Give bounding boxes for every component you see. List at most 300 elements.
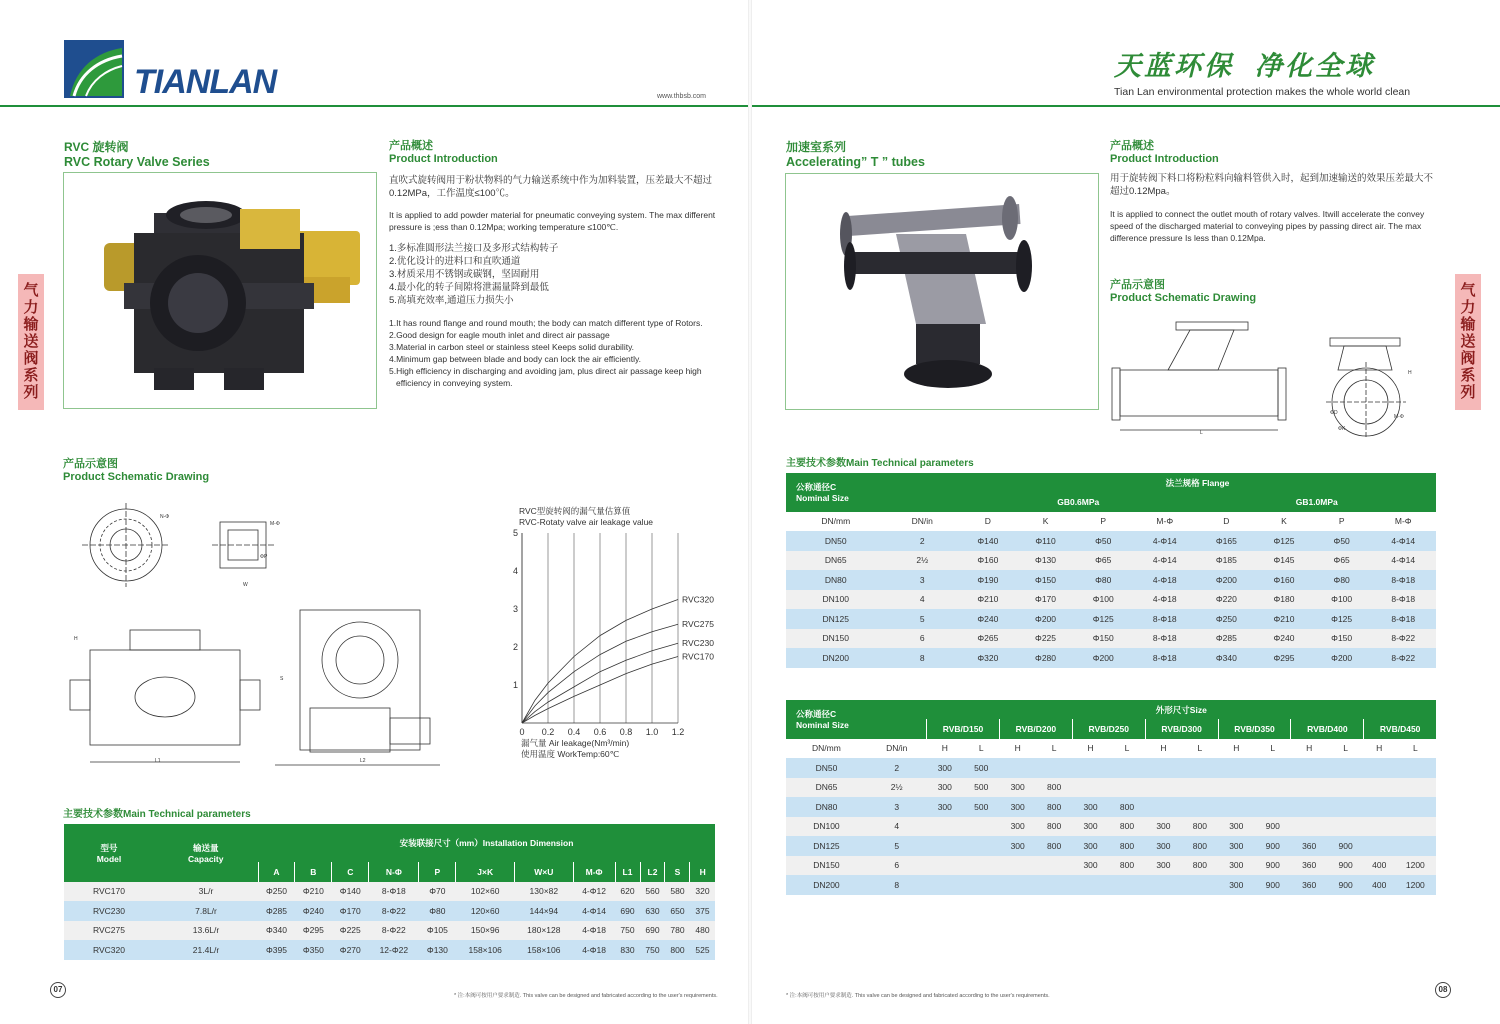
table-cell: 4-Φ18 [1132, 570, 1197, 590]
table-cell [1109, 778, 1145, 798]
table-cell: Φ100 [1313, 590, 1371, 610]
table-cell: 900 [1327, 856, 1363, 876]
left-features-en [389, 317, 739, 389]
table-cell: 130×82 [515, 882, 574, 902]
table-cell: Φ145 [1255, 551, 1313, 571]
page-fold [748, 0, 752, 1024]
table-cell [927, 875, 963, 895]
table-cell: 900 [1327, 836, 1363, 856]
table-cell [1255, 778, 1291, 798]
table-cell: Φ220 [1197, 590, 1255, 610]
table-cell: Φ105 [419, 921, 456, 941]
right-schematic-en-heading: Product Schematic Drawing [1110, 292, 1257, 304]
table-cell: Φ200 [1197, 570, 1255, 590]
table-cell: DN50 [786, 531, 886, 551]
table-cell [963, 817, 999, 837]
table-cell: 300 [1145, 836, 1181, 856]
chart-x-tick: 0.2 [541, 727, 555, 737]
table-cell [1072, 758, 1108, 778]
chart-x-tick: 0 [519, 727, 525, 737]
table-row [786, 609, 1436, 629]
table-cell: 300 [1218, 856, 1254, 876]
table-cell: 780 [665, 921, 690, 941]
table-cell [1182, 875, 1218, 895]
table-cell: DN150 [786, 629, 886, 649]
svg-text:N-Φ: N-Φ [160, 514, 170, 520]
right-title-cn: 加速室系列 [786, 140, 847, 154]
table-cell: Φ150 [1313, 629, 1371, 649]
table-col-header: K [1255, 512, 1313, 532]
table-cell: Φ225 [1017, 629, 1075, 649]
table-cell: Φ225 [332, 921, 369, 941]
svg-text:W: W [243, 582, 248, 588]
svg-text:ΦP: ΦP [260, 554, 268, 560]
table-cell: 800 [665, 940, 690, 960]
table-cell: 300 [1072, 836, 1108, 856]
left-footnote: * 注:本阀可按用户要求制造. This valve can be designed and fabricated according to the user's requirements. [454, 993, 718, 999]
feature-cn: 1.多标准圆形法兰接口及多形式结构转子 [389, 243, 559, 254]
table-row [786, 875, 1436, 895]
table-col-header: J×K [456, 862, 515, 882]
table-cell [1182, 797, 1218, 817]
table-col-header: L [1109, 739, 1145, 759]
table-cell: 300 [1145, 856, 1181, 876]
svg-text:L: L [1200, 430, 1203, 436]
table-cell: 102×60 [456, 882, 515, 902]
table-cell: 6 [886, 629, 959, 649]
table-cell: 8-Φ18 [1371, 590, 1437, 610]
table-cell: 8-Φ18 [1371, 609, 1437, 629]
table-col-header: DN/mm [786, 739, 867, 759]
side-tab-right: 气力输送阀系列 [1455, 274, 1481, 410]
table-cell: 1200 [1395, 856, 1436, 876]
table-col-header: H [1364, 739, 1395, 759]
table-cell: 320 [690, 882, 715, 902]
table-cell: 650 [665, 901, 690, 921]
flange-spec-header: 法兰规格 Flange [959, 473, 1436, 492]
table-col-header: M-Φ [1371, 512, 1437, 532]
table-cell [1327, 758, 1363, 778]
table-cell: Φ165 [1197, 531, 1255, 551]
table-cell [1218, 778, 1254, 798]
table-col-header: M-Φ [1132, 512, 1197, 532]
table-cell: 2 [886, 531, 959, 551]
table-col-header: H [1218, 739, 1254, 759]
table-row [786, 551, 1436, 571]
table-cell: DN50 [786, 758, 867, 778]
table-col-header: S [665, 862, 690, 882]
table-cell: Φ70 [419, 882, 456, 902]
table-cell [927, 856, 963, 876]
table-cell: Φ285 [1197, 629, 1255, 649]
table-cell: Φ210 [959, 590, 1017, 610]
table-col-header: L [1395, 739, 1436, 759]
table-cell: Φ125 [1074, 609, 1132, 629]
table-cell: Φ150 [1074, 629, 1132, 649]
table-cell: Φ110 [1017, 531, 1075, 551]
table-cell: 144×94 [515, 901, 574, 921]
table-cell: 800 [1036, 836, 1072, 856]
table-col-header: L [1036, 739, 1072, 759]
rotary-valve-photo [63, 172, 377, 409]
table-row [786, 629, 1436, 649]
t-tube-drawing [1108, 318, 1448, 438]
svg-text:L1: L1 [155, 758, 161, 764]
table-cell: Φ200 [1017, 609, 1075, 629]
chart-series-label: RVC170 [682, 651, 714, 662]
table-col-header: L [1327, 739, 1363, 759]
table-cell: Φ180 [1255, 590, 1313, 610]
table-cell [1036, 875, 1072, 895]
table-col-header: H [1145, 739, 1181, 759]
table-cell [1036, 856, 1072, 876]
table-cell: Φ185 [1197, 551, 1255, 571]
table-cell: Φ250 [1197, 609, 1255, 629]
table-cell [1109, 875, 1145, 895]
flange-gb06-header: GB0.6MPa [959, 492, 1197, 512]
table-cell: 5 [886, 609, 959, 629]
table-cell: Φ65 [1313, 551, 1371, 571]
feature-en: efficiency in conveying system. [396, 378, 513, 388]
table-cell: 630 [640, 901, 665, 921]
t-tube-photo [785, 173, 1099, 410]
table-cell: 375 [690, 901, 715, 921]
table-row [786, 531, 1436, 551]
flange-nominal-header: 公称通径C Nominal Size [786, 473, 959, 512]
table-cell: 300 [999, 797, 1035, 817]
svg-text:M-Φ: M-Φ [270, 521, 280, 527]
size-table [786, 700, 1436, 895]
table-cell: 300 [999, 817, 1035, 837]
table-col-header: B [295, 862, 332, 882]
table-col-header: DN/mm [786, 512, 886, 532]
table-cell [1364, 778, 1395, 798]
table-cell: Φ340 [1197, 648, 1255, 668]
left-intro-en-heading: Product Introduction [389, 153, 498, 165]
table-cell [1109, 758, 1145, 778]
table-cell: Φ350 [295, 940, 332, 960]
table-cell: DN65 [786, 778, 867, 798]
rotary-valve-image [64, 173, 376, 408]
table-cell: 4-Φ14 [1371, 551, 1437, 571]
table-cell [1327, 797, 1363, 817]
table-cell: 300 [927, 797, 963, 817]
svg-text:ΦK: ΦK [1338, 426, 1346, 432]
table-cell: 5 [867, 836, 927, 856]
table-cell: 4-Φ14 [1132, 551, 1197, 571]
table-cell: Φ340 [258, 921, 295, 941]
t-tube-image [786, 174, 1098, 409]
side-tab-left: 气力输送阀系列 [18, 274, 44, 410]
table-cell: 360 [1291, 856, 1327, 876]
table-cell: Φ240 [1255, 629, 1313, 649]
feature-cn: 5.高填充效率,通道压力损失小 [389, 295, 514, 306]
table-cell: 500 [963, 758, 999, 778]
table-cell [1145, 778, 1181, 798]
table-cell: RVC170 [64, 882, 154, 902]
chart-y-tick: 4 [512, 566, 518, 576]
table-cell: 8-Φ18 [1132, 629, 1197, 649]
table-cell: Φ50 [1074, 531, 1132, 551]
table-row [786, 797, 1436, 817]
table-cell: 150×96 [456, 921, 515, 941]
right-params-heading: 主要技术参数Main Technical parameters [786, 458, 974, 469]
table-cell: RVC320 [64, 940, 154, 960]
slogan-en: Tian Lan environmental protection makes the whole world clean [1114, 86, 1411, 98]
left-params-heading: 主要技术参数Main Technical parameters [63, 809, 251, 820]
table-cell: 750 [615, 921, 640, 941]
table-header-model: 型号 Model [64, 824, 154, 882]
table-cell [1255, 758, 1291, 778]
size-header: 外形尺寸Size [927, 700, 1436, 719]
table-cell: 8-Φ22 [1371, 648, 1437, 668]
table-cell: 300 [1145, 817, 1181, 837]
table-cell: Φ130 [1017, 551, 1075, 571]
table-col-header: DN/in [886, 512, 959, 532]
chart-x-tick: 0.4 [567, 727, 581, 737]
table-cell [1072, 778, 1108, 798]
chart-y-tick: 2 [512, 642, 518, 652]
chart-series-label: RVC275 [682, 619, 714, 630]
table-cell [1291, 797, 1327, 817]
table-cell [927, 817, 963, 837]
table-cell: 8-Φ22 [369, 901, 419, 921]
table-cell: 480 [690, 921, 715, 941]
table-cell [1364, 817, 1395, 837]
left-intro-cn-heading: 产品概述 [389, 140, 433, 152]
size-group-header: RVB/D350 [1218, 719, 1291, 739]
table-cell [1327, 778, 1363, 798]
table-cell [1072, 875, 1108, 895]
table-cell: Φ160 [1255, 570, 1313, 590]
table-cell: Φ295 [1255, 648, 1313, 668]
table-row [786, 570, 1436, 590]
table-cell: 900 [1255, 817, 1291, 837]
table-cell: 2 [867, 758, 927, 778]
table-cell: DN125 [786, 609, 886, 629]
table-col-header: N-Φ [369, 862, 419, 882]
flange-table [786, 473, 1436, 668]
table-cell: 8-Φ22 [369, 921, 419, 941]
table-cell [1255, 797, 1291, 817]
table-cell [1145, 758, 1181, 778]
table-cell: 900 [1255, 856, 1291, 876]
table-cell: Φ150 [1017, 570, 1075, 590]
table-cell: DN65 [786, 551, 886, 571]
table-cell: Φ80 [1074, 570, 1132, 590]
table-row [64, 901, 715, 921]
page-number-left: 07 [50, 982, 66, 998]
table-cell: Φ190 [959, 570, 1017, 590]
chart-x-tick: 1.0 [645, 727, 659, 737]
header-rule-left [0, 105, 748, 107]
table-cell [1395, 817, 1436, 837]
table-cell: 800 [1182, 836, 1218, 856]
table-cell: 4-Φ14 [1371, 531, 1437, 551]
table-cell [963, 856, 999, 876]
size-nominal-header: 公称通径C Nominal Size [786, 700, 927, 739]
table-col-header: L1 [615, 862, 640, 882]
size-group-header: RVB/D300 [1145, 719, 1218, 739]
table-col-header: W×U [515, 862, 574, 882]
feature-en: 1.It has round flange and round mouth; the body can match different type of Rotors. [389, 318, 703, 328]
table-cell: Φ285 [258, 901, 295, 921]
table-cell: 158×106 [456, 940, 515, 960]
website: www.thbsb.com [657, 93, 707, 100]
svg-text:ΦD: ΦD [1330, 410, 1338, 416]
table-cell: 4-Φ18 [1132, 590, 1197, 610]
right-intro-cn: 用于旋转阀下料口将粉粒料向输料管供入时，起到加速输送的效果压差最大不超过0.12Mpa。 [1110, 173, 1434, 197]
table-cell: 7.8L/r [154, 901, 258, 921]
table-cell: 300 [999, 778, 1035, 798]
table-cell: Φ160 [959, 551, 1017, 571]
table-cell: 800 [1109, 817, 1145, 837]
right-intro-en: It is applied to connect the outlet mouth of rotary valves. Itwill accelerate the convey speed of the discharged material to conveying pipes by passing direct air. The max difference pressure Is less than 0.12Mpa. [1110, 209, 1425, 243]
table-cell: 400 [1364, 856, 1395, 876]
table-cell: DN125 [786, 836, 867, 856]
table-cell: 8-Φ22 [1371, 629, 1437, 649]
table-cell: Φ65 [1074, 551, 1132, 571]
table-cell: 300 [1218, 875, 1254, 895]
table-cell: 620 [615, 882, 640, 902]
table-header-install: 安装联接尺寸（mm）Installation Dimension [258, 824, 715, 862]
rotary-valve-drawing [60, 500, 480, 780]
table-col-header: H [690, 862, 715, 882]
table-cell: 8-Φ18 [369, 882, 419, 902]
table-cell [1291, 817, 1327, 837]
table-cell: DN150 [786, 856, 867, 876]
table-cell: 3 [886, 570, 959, 590]
table-cell [1395, 797, 1436, 817]
feature-en: 5.High efficiency in discharging and avoiding jam, plus direct air passage keep high [389, 366, 702, 376]
chart-series-label: RVC230 [682, 638, 714, 649]
table-row [64, 921, 715, 941]
size-group-header: RVB/D450 [1364, 719, 1436, 739]
table-row [64, 882, 715, 902]
table-cell: Φ240 [295, 901, 332, 921]
table-cell: 21.4L/r [154, 940, 258, 960]
table-cell: 8 [886, 648, 959, 668]
table-row [786, 590, 1436, 610]
table-cell: 4 [886, 590, 959, 610]
table-cell [999, 758, 1035, 778]
table-cell: 4-Φ18 [573, 921, 615, 941]
table-cell: 180×128 [515, 921, 574, 941]
table-col-header: D [1197, 512, 1255, 532]
table-cell: 300 [1218, 817, 1254, 837]
table-cell: Φ295 [295, 921, 332, 941]
table-cell: 500 [963, 778, 999, 798]
left-title-cn: RVC 旋转阀 [64, 140, 129, 154]
table-cell: 6 [867, 856, 927, 876]
svg-text:H: H [74, 636, 78, 642]
brand-name: TIANLAN [134, 63, 277, 101]
table-cell [963, 836, 999, 856]
chart-y-tick: 5 [512, 528, 518, 538]
right-intro-cn-heading: 产品概述 [1110, 140, 1154, 152]
table-cell: 4-Φ14 [1132, 531, 1197, 551]
table-cell: DN80 [786, 570, 886, 590]
table-cell: 400 [1364, 875, 1395, 895]
left-features-cn [389, 242, 719, 307]
left-intro-cn: 直吹式旋转阀用于粉状物料的气力输送系统中作为加料装置，压差最大不超过0.12MPa，工作温度≤100℃。 [389, 175, 713, 199]
table-col-header: D [959, 512, 1017, 532]
table-cell [1364, 758, 1395, 778]
table-cell: 300 [927, 778, 963, 798]
flange-gb10-header: GB1.0MPa [1197, 492, 1436, 512]
table-cell: Φ170 [332, 901, 369, 921]
table-cell [1182, 758, 1218, 778]
table-cell: Φ50 [1313, 531, 1371, 551]
table-row [786, 836, 1436, 856]
table-cell: DN100 [786, 590, 886, 610]
table-cell: 8-Φ18 [1132, 609, 1197, 629]
table-cell: Φ125 [1255, 531, 1313, 551]
table-cell: Φ125 [1313, 609, 1371, 629]
table-cell: 900 [1255, 836, 1291, 856]
table-cell: 300 [1218, 836, 1254, 856]
table-cell [1327, 817, 1363, 837]
table-cell: 800 [1036, 817, 1072, 837]
table-cell [963, 875, 999, 895]
table-cell: 120×60 [456, 901, 515, 921]
table-cell: 4-Φ14 [573, 901, 615, 921]
table-cell: Φ130 [419, 940, 456, 960]
table-cell: Φ270 [332, 940, 369, 960]
table-cell [999, 856, 1035, 876]
table-cell: 300 [1072, 797, 1108, 817]
table-cell: RVC275 [64, 921, 154, 941]
table-cell [1395, 778, 1436, 798]
leakage-chart [500, 526, 730, 738]
chart-x-tick: 0.6 [593, 727, 607, 737]
table-cell: 690 [640, 921, 665, 941]
table-cell: 800 [1109, 797, 1145, 817]
table-col-header: C [332, 862, 369, 882]
table-cell: Φ210 [295, 882, 332, 902]
table-cell [1291, 758, 1327, 778]
left-title-en: RVC Rotary Valve Series [64, 155, 210, 169]
table-col-header: L [963, 739, 999, 759]
feature-en: 3.Material in carbon steel or stainless steel Keeps solid durability. [389, 342, 635, 352]
table-row [786, 778, 1436, 798]
table-col-header: H [999, 739, 1035, 759]
size-group-header: RVB/D150 [927, 719, 1000, 739]
table-col-header: A [258, 862, 295, 882]
feature-cn: 3.材质采用不锈钢或碳钢，坚固耐用 [389, 269, 540, 280]
table-cell [1182, 778, 1218, 798]
table-cell [1395, 758, 1436, 778]
table-cell: 158×106 [515, 940, 574, 960]
chart-series-label: RVC320 [682, 594, 714, 605]
table-col-header: M-Φ [573, 862, 615, 882]
right-title-en: Accelerating” T ” tubes [786, 155, 925, 169]
table-row [786, 856, 1436, 876]
table-row [786, 648, 1436, 668]
table-cell: Φ210 [1255, 609, 1313, 629]
table-cell: 750 [640, 940, 665, 960]
table-cell: 13.6L/r [154, 921, 258, 941]
table-cell: 830 [615, 940, 640, 960]
table-cell: 900 [1255, 875, 1291, 895]
feature-en: 4.Minimum gap between blade and body can lock the air efficiently. [389, 354, 641, 364]
left-schematic-cn-heading: 产品示意图 [63, 458, 118, 470]
table-cell: Φ265 [959, 629, 1017, 649]
table-cell: 8-Φ18 [1132, 648, 1197, 668]
table-cell: 8 [867, 875, 927, 895]
table-cell: 500 [963, 797, 999, 817]
table-cell [1036, 758, 1072, 778]
